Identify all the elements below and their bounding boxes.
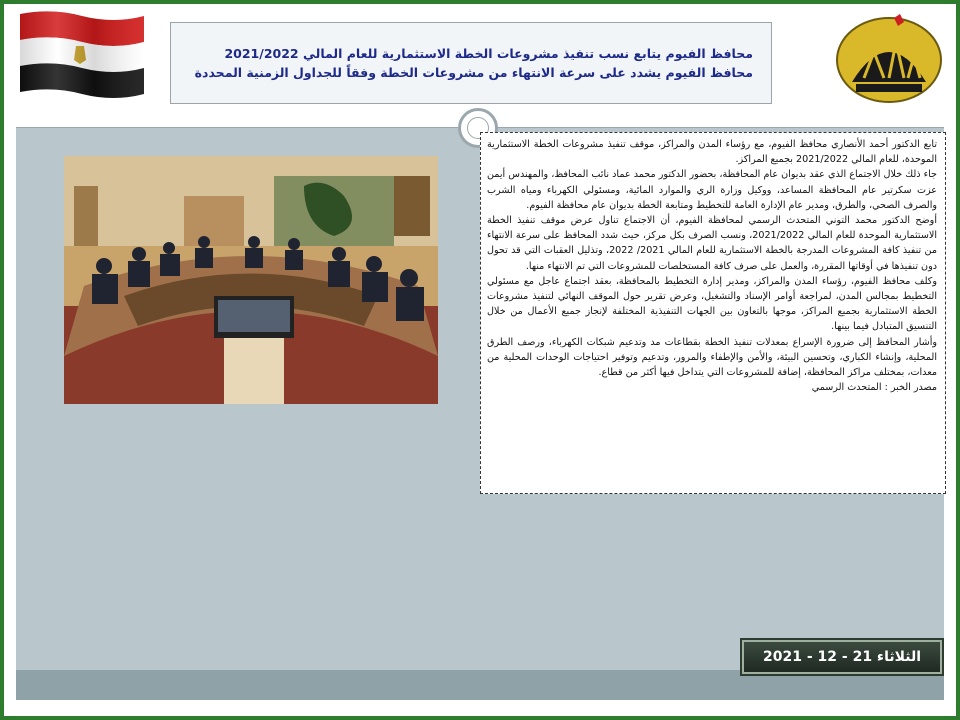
article-paragraph: وأشار المحافظ إلى ضرورة الإسراع بمعدلات تنفيذ الخطة بقطاعات مد وتدعيم شبكات الكهرباء، ورصف الطرق المحلية، وإنشاء الكباري، وتحسين البيئة، والأمن والإطفاء والمرور، وتدعيم وتوفير احتياجات الوحدات المحلية من معدات، بمختلف مراكز المحافظة، إضافة للمشروعات التي يتداخل فيها أكثر من قطاع.	[487, 336, 937, 379]
headline-line-1: محافظ الفيوم يتابع نسب تنفيذ مشروعات الخطة الاستثمارية للعام المالي 2021/2022	[224, 46, 753, 61]
date-badge: الثلاثاء 21 - 12 - 2021	[742, 640, 942, 674]
article-paragraph: تابع الدكتور أحمد الأنصاري محافظ الفيوم، مع رؤساء المدن والمراكز، موقف تنفيذ مشروعات الخطة الاستثمارية الموحدة، للعام المالي 2021/2022 بجميع المراكز.	[487, 139, 937, 166]
article-paragraph: جاء ذلك خلال الاجتماع الذي عقد بديوان عام المحافظة، بحضور الدكتور محمد عماد نائب المحافظ، والمهندس أيمن عزت سكرتير عام المحافظة المساعد، ووكيل وزارة الري والموارد المائية، ومسئولي الكهرباء ومياه الشرب والصرف الصحي، والطرق، ومدير عام الإدارة العامة للتخطيط ومتابعة الخطة بديوان عام محافظة الفيوم.	[487, 169, 937, 211]
headline-line-2: محافظ الفيوم يشدد على سرعة الانتهاء من مشروعات الخطة وفقاً للجداول الزمنية المحددة	[194, 65, 753, 80]
headline-box	[170, 22, 772, 104]
bottom-strip	[16, 670, 944, 700]
governorate-logo-icon	[834, 12, 944, 104]
article-source: مصدر الخبر : المتحدث الرسمي	[811, 382, 937, 394]
article-paragraph: أوضح الدكتور محمد التوني المتحدث الرسمي لمحافظة الفيوم، أن الاجتماع تناول عرض موقف تنفيذ الخطة الاستثمارية الموحدة للعام المالي 2021/2022، ونسب الصرف بكل مركز، حيث شدد المحافظ على سرعة الانتهاء من تنفيذ كافة المشروعات المدرجة بالخطة الاستثمارية للعام المالي 2021/ 2022، وتذليل العقبات التي قد تحول دون تنفيذها في أوقاتها المقررة، والعمل على صرف كافة المستخلصات للمشروعات التي تم الانتهاء منها.	[487, 215, 938, 272]
egypt-flag-icon	[18, 8, 146, 100]
article-paragraph: وكلف محافظ الفيوم، رؤساء المدن والمراكز، ومدير إدارة التخطيط بالمحافظة، بعقد اجتماع عاجل مع مسئولي التخطيط بمجالس المدن، لمراجعة أوامر الإسناد والتشغيل، وعرض تقرير حول الموقف النهائي لتنفيذ مشروعات الخطة الاستثمارية بجميع المراكز، موجها بالتعاون بين الجهات التنفيذية المختلفة لإنجاز جميع الأعمال من خلال التنسيق المتبادل فيما بينها.	[487, 275, 937, 333]
meeting-photo	[64, 156, 438, 404]
bottom-margin	[4, 702, 956, 716]
article-body	[480, 132, 946, 494]
